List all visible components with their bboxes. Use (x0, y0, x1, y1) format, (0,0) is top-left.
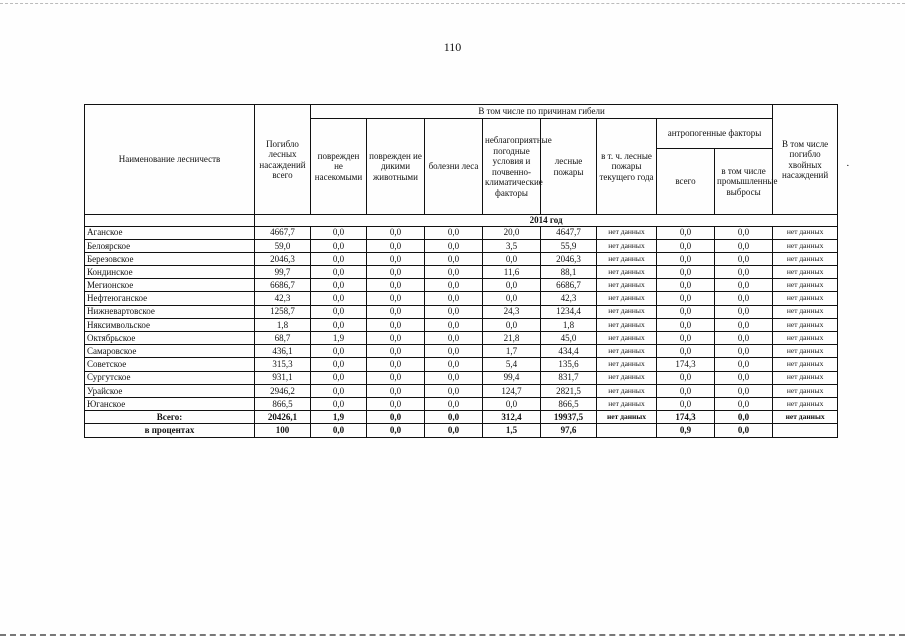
cell-animals: 0,0 (367, 345, 425, 358)
cell-total: 59,0 (255, 239, 311, 252)
cell-name: Кондинское (85, 266, 255, 279)
cell-insects: 0,0 (311, 226, 367, 239)
cell-fires: 88,1 (541, 266, 597, 279)
table-row (85, 239, 838, 252)
header-conifers: В том числе погибло хвойных насаждений (773, 105, 838, 215)
cell-anthro-industrial: 0,0 (715, 332, 773, 345)
total-row (85, 411, 838, 424)
cell-insects: 1,9 (311, 332, 367, 345)
cell-conifers: нет данных (773, 358, 838, 371)
cell-disease: 0,0 (425, 358, 483, 371)
cell-anthro-total: 0,0 (657, 279, 715, 292)
table-row (85, 318, 838, 331)
cell-anthro-industrial: 0,0 (715, 279, 773, 292)
year-spacer (85, 215, 255, 227)
cell-weather: 0,0 (483, 252, 541, 265)
cell-weather: 124,7 (483, 384, 541, 397)
cell-conifers: нет данных (773, 305, 838, 318)
cell-insects: 0,0 (311, 318, 367, 331)
cell-fires: 42,3 (541, 292, 597, 305)
header-disease: болезни леса (425, 119, 483, 215)
cell-fires-current: нет данных (597, 239, 657, 252)
cell-anthro-total: 0,0 (657, 292, 715, 305)
cell-fires: 19937,5 (541, 411, 597, 424)
cell-total: 2946,2 (255, 384, 311, 397)
cell-fires: 135,6 (541, 358, 597, 371)
cell-fires: 2046,3 (541, 252, 597, 265)
cell-anthro-industrial: 0,0 (715, 239, 773, 252)
header-name: Наименование лесничеств (85, 105, 255, 215)
cell-name: Белоярское (85, 239, 255, 252)
table-row (85, 371, 838, 384)
cell-total: 4667,7 (255, 226, 311, 239)
cell-conifers: нет данных (773, 345, 838, 358)
cell-disease: 0,0 (425, 279, 483, 292)
cell-anthro-industrial: 0,0 (715, 397, 773, 410)
cell-weather: 1,7 (483, 345, 541, 358)
cell-fires-current: нет данных (597, 411, 657, 424)
cell-animals: 0,0 (367, 292, 425, 305)
cell-anthro-total: 0,0 (657, 371, 715, 384)
cell-fires: 6686,7 (541, 279, 597, 292)
cell-disease: 0,0 (425, 318, 483, 331)
cell-anthro-industrial: 0,0 (715, 292, 773, 305)
cell-insects: 0,0 (311, 424, 367, 437)
cell-weather: 99,4 (483, 371, 541, 384)
cell-conifers: нет данных (773, 266, 838, 279)
cell-animals: 0,0 (367, 397, 425, 410)
cell-fires-current: нет данных (597, 292, 657, 305)
cell-animals: 0,0 (367, 279, 425, 292)
cell-weather: 0,0 (483, 397, 541, 410)
cell-anthro-total: 0,0 (657, 318, 715, 331)
table-row (85, 252, 838, 265)
scan-bottom-edge (0, 634, 905, 638)
cell-insects: 0,0 (311, 292, 367, 305)
table-row (85, 384, 838, 397)
cell-weather: 312,4 (483, 411, 541, 424)
cell-name: в процентах (85, 424, 255, 437)
cell-conifers: нет данных (773, 292, 838, 305)
header-weather: неблагоприятные погодные условия и почвенно-климатические факторы (483, 119, 541, 215)
cell-animals: 0,0 (367, 239, 425, 252)
cell-anthro-total: 0,0 (657, 332, 715, 345)
cell-weather: 5,4 (483, 358, 541, 371)
cell-fires: 4647,7 (541, 226, 597, 239)
cell-disease: 0,0 (425, 292, 483, 305)
margin-mark: · (846, 160, 850, 172)
table-row (85, 397, 838, 410)
cell-fires-current: нет данных (597, 318, 657, 331)
cell-anthro-total: 0,0 (657, 226, 715, 239)
cell-anthro-industrial: 0,0 (715, 371, 773, 384)
cell-insects: 0,0 (311, 266, 367, 279)
cell-fires-current (597, 424, 657, 437)
cell-disease: 0,0 (425, 384, 483, 397)
cell-anthro-industrial: 0,0 (715, 252, 773, 265)
cell-conifers: нет данных (773, 332, 838, 345)
cell-total: 99,7 (255, 266, 311, 279)
cell-total: 42,3 (255, 292, 311, 305)
cell-animals: 0,0 (367, 226, 425, 239)
cell-total: 6686,7 (255, 279, 311, 292)
cell-fires-current: нет данных (597, 252, 657, 265)
cell-conifers: нет данных (773, 371, 838, 384)
cell-fires-current: нет данных (597, 371, 657, 384)
cell-total: 1258,7 (255, 305, 311, 318)
table-row (85, 305, 838, 318)
cell-fires-current: нет данных (597, 384, 657, 397)
cell-anthro-total: 174,3 (657, 358, 715, 371)
cell-conifers: нет данных (773, 226, 838, 239)
table-row (85, 292, 838, 305)
cell-animals: 0,0 (367, 424, 425, 437)
cell-conifers: нет данных (773, 318, 838, 331)
cell-conifers: нет данных (773, 252, 838, 265)
header-fires: лесные пожары (541, 119, 597, 215)
cell-total: 866,5 (255, 397, 311, 410)
header-anthro-industrial: в том числе промышленные выбросы (715, 149, 773, 215)
cell-insects: 0,0 (311, 279, 367, 292)
cell-fires-current: нет данных (597, 358, 657, 371)
header-causes-group: В том числе по причинам гибели (311, 105, 773, 119)
cell-animals: 0,0 (367, 332, 425, 345)
cell-total: 436,1 (255, 345, 311, 358)
table-row (85, 226, 838, 239)
cell-total: 315,3 (255, 358, 311, 371)
cell-name: Октябрьское (85, 332, 255, 345)
cell-fires: 1,8 (541, 318, 597, 331)
cell-fires: 866,5 (541, 397, 597, 410)
cell-name: Сургутское (85, 371, 255, 384)
cell-name: Самаровское (85, 345, 255, 358)
cell-name: Нефтеюганское (85, 292, 255, 305)
cell-conifers: нет данных (773, 384, 838, 397)
cell-insects: 0,0 (311, 239, 367, 252)
cell-anthro-industrial: 0,0 (715, 305, 773, 318)
cell-insects: 1,9 (311, 411, 367, 424)
cell-animals: 0,0 (367, 358, 425, 371)
percent-row (85, 424, 838, 437)
cell-conifers: нет данных (773, 279, 838, 292)
scan-top-edge (0, 3, 905, 5)
year-label: 2014 год (255, 215, 838, 227)
table-row (85, 279, 838, 292)
cell-anthro-industrial: 0,0 (715, 226, 773, 239)
cell-disease: 0,0 (425, 371, 483, 384)
cell-fires-current: нет данных (597, 305, 657, 318)
cell-anthro-total: 0,0 (657, 305, 715, 318)
cell-fires: 97,6 (541, 424, 597, 437)
cell-name: Няксимвольское (85, 318, 255, 331)
cell-fires-current: нет данных (597, 266, 657, 279)
cell-fires-current: нет данных (597, 226, 657, 239)
table-row (85, 345, 838, 358)
cell-weather: 0,0 (483, 279, 541, 292)
cell-disease: 0,0 (425, 226, 483, 239)
cell-name: Всего: (85, 411, 255, 424)
cell-conifers: нет данных (773, 397, 838, 410)
cell-conifers: нет данных (773, 411, 838, 424)
cell-animals: 0,0 (367, 371, 425, 384)
cell-name: Юганское (85, 397, 255, 410)
cell-insects: 0,0 (311, 358, 367, 371)
cell-insects: 0,0 (311, 397, 367, 410)
cell-disease: 0,0 (425, 266, 483, 279)
cell-fires: 434,4 (541, 345, 597, 358)
cell-disease: 0,0 (425, 397, 483, 410)
cell-animals: 0,0 (367, 411, 425, 424)
cell-anthro-total: 0,0 (657, 345, 715, 358)
cell-conifers (773, 424, 838, 437)
header-fires-current: в т. ч. лесные пожары текущего года (597, 119, 657, 215)
header-anthro-total: всего (657, 149, 715, 215)
cell-disease: 0,0 (425, 345, 483, 358)
cell-name: Нижневартовское (85, 305, 255, 318)
cell-weather: 11,6 (483, 266, 541, 279)
cell-insects: 0,0 (311, 305, 367, 318)
cell-conifers: нет данных (773, 239, 838, 252)
cell-anthro-total: 174,3 (657, 411, 715, 424)
cell-anthro-industrial: 0,0 (715, 318, 773, 331)
cell-anthro-total: 0,9 (657, 424, 715, 437)
cell-disease: 0,0 (425, 411, 483, 424)
cell-name: Советское (85, 358, 255, 371)
cell-anthro-industrial: 0,0 (715, 384, 773, 397)
cell-fires: 831,7 (541, 371, 597, 384)
header-animals: поврежден ие дикими животными (367, 119, 425, 215)
cell-fires-current: нет данных (597, 345, 657, 358)
cell-animals: 0,0 (367, 384, 425, 397)
cell-anthro-industrial: 0,0 (715, 411, 773, 424)
header-total: Погибло лесных насаждений всего (255, 105, 311, 215)
cell-name: Урайское (85, 384, 255, 397)
cell-weather: 24,3 (483, 305, 541, 318)
cell-name: Мегионское (85, 279, 255, 292)
cell-weather: 1,5 (483, 424, 541, 437)
table-row (85, 358, 838, 371)
cell-anthro-total: 0,0 (657, 266, 715, 279)
cell-fires: 1234,4 (541, 305, 597, 318)
cell-disease: 0,0 (425, 332, 483, 345)
cell-anthro-industrial: 0,0 (715, 266, 773, 279)
cell-anthro-total: 0,0 (657, 239, 715, 252)
cell-anthro-total: 0,0 (657, 384, 715, 397)
cell-weather: 3,5 (483, 239, 541, 252)
cell-total: 1,8 (255, 318, 311, 331)
cell-weather: 0,0 (483, 292, 541, 305)
cell-anthro-industrial: 0,0 (715, 358, 773, 371)
header-anthropogenic: антропогенные факторы (657, 119, 773, 149)
header-insects: поврежден не насекомыми (311, 119, 367, 215)
cell-fires-current: нет данных (597, 397, 657, 410)
cell-anthro-industrial: 0,0 (715, 424, 773, 437)
cell-disease: 0,0 (425, 252, 483, 265)
cell-total: 68,7 (255, 332, 311, 345)
cell-weather: 20,0 (483, 226, 541, 239)
cell-insects: 0,0 (311, 345, 367, 358)
cell-animals: 0,0 (367, 266, 425, 279)
cell-disease: 0,0 (425, 239, 483, 252)
cell-anthro-industrial: 0,0 (715, 345, 773, 358)
cell-fires-current: нет данных (597, 279, 657, 292)
cell-animals: 0,0 (367, 252, 425, 265)
cell-insects: 0,0 (311, 371, 367, 384)
cell-animals: 0,0 (367, 318, 425, 331)
cell-disease: 0,0 (425, 305, 483, 318)
cell-disease: 0,0 (425, 424, 483, 437)
page-number: 110 (443, 40, 462, 54)
cell-fires: 55,9 (541, 239, 597, 252)
cell-name: Аганское (85, 226, 255, 239)
cell-weather: 21,8 (483, 332, 541, 345)
cell-insects: 0,0 (311, 384, 367, 397)
cell-animals: 0,0 (367, 305, 425, 318)
table-row (85, 332, 838, 345)
cell-name: Березовское (85, 252, 255, 265)
cell-total: 931,1 (255, 371, 311, 384)
table-row (85, 266, 838, 279)
cell-total: 100 (255, 424, 311, 437)
cell-fires: 45,0 (541, 332, 597, 345)
cell-fires-current: нет данных (597, 332, 657, 345)
cell-total: 20426,1 (255, 411, 311, 424)
cell-anthro-total: 0,0 (657, 252, 715, 265)
cell-insects: 0,0 (311, 252, 367, 265)
cell-anthro-total: 0,0 (657, 397, 715, 410)
cell-fires: 2821,5 (541, 384, 597, 397)
cell-weather: 0,0 (483, 318, 541, 331)
cell-total: 2046,3 (255, 252, 311, 265)
forest-loss-table (84, 104, 838, 438)
